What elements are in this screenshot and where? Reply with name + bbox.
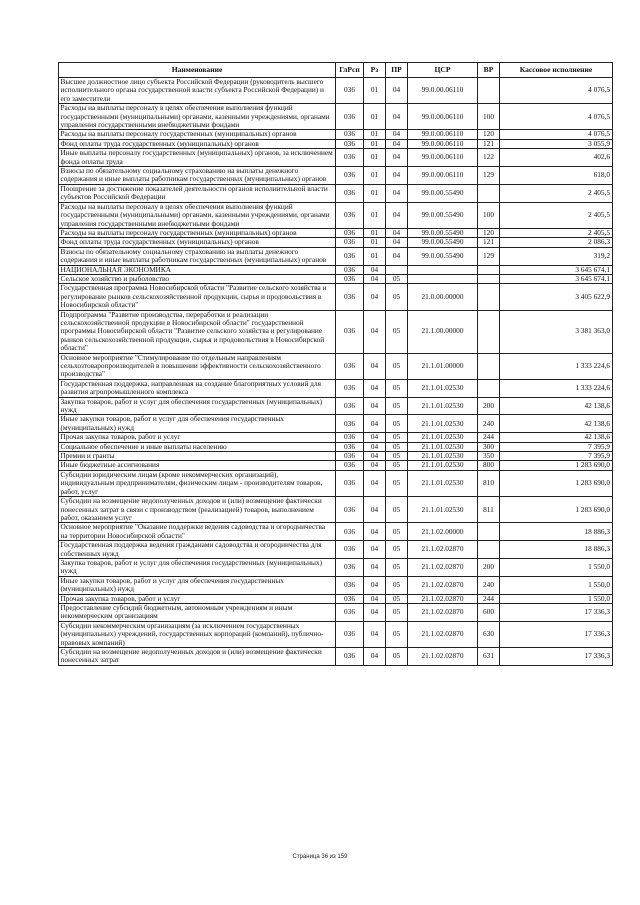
cell-pr: 04 <box>386 228 408 237</box>
cell-glrsp: 036 <box>336 470 364 496</box>
cell-name: Закупка товаров, работ и услуг для обеспечения государственных (муниципальных) нужд <box>59 397 336 415</box>
table-row <box>59 310 613 353</box>
header-csr: ЦСР <box>408 63 478 78</box>
cell-pr: 05 <box>386 452 408 461</box>
header-glrsp: ГлРсп <box>336 63 364 78</box>
table-row <box>59 379 613 397</box>
cell-vr <box>478 523 500 541</box>
cell-rz: 01 <box>364 104 386 130</box>
cell-rz: 04 <box>364 379 386 397</box>
cell-name: Субсидии на возмещение недополученных доходов и (или) возмещение фактически понесенных затрат в связи с производством (реализацией) товаров, выполнением работ, оказанием услуг <box>59 497 336 523</box>
cell-rz: 04 <box>364 452 386 461</box>
cell-rz: 04 <box>364 497 386 523</box>
cell-rz: 04 <box>364 397 386 415</box>
table-row <box>59 576 613 594</box>
cell-csr: 21.1.02.02870 <box>408 576 478 594</box>
cell-name: Фонд оплаты труда государственных (муниципальных) органов <box>59 238 336 247</box>
cell-pr: 05 <box>386 415 408 433</box>
cell-name: Взносы по обязательному социальному страхованию на выплаты денежного содержания и иные выплаты работникам государственных (муниципальных) органов <box>59 247 336 265</box>
cell-glrsp: 036 <box>336 202 364 228</box>
cell-vr: 600 <box>478 603 500 621</box>
cell-cash-execution: 2 405,5 <box>500 228 613 237</box>
cell-rz: 04 <box>364 310 386 353</box>
cell-cash-execution: 7 395,9 <box>500 442 613 451</box>
cell-pr: 05 <box>386 497 408 523</box>
cell-cash-execution: 3 405 622,9 <box>500 284 613 310</box>
cell-cash-execution: 18 886,3 <box>500 541 613 559</box>
cell-cash-execution: 2 086,3 <box>500 238 613 247</box>
cell-rz: 04 <box>364 648 386 666</box>
cell-cash-execution: 42 138,6 <box>500 397 613 415</box>
cell-pr: 05 <box>386 274 408 283</box>
table-row <box>59 541 613 559</box>
cell-rz: 04 <box>364 603 386 621</box>
cell-name: Государственная поддержка, направленная на создание благоприятных условий для развития агропромышленного комплекса <box>59 379 336 397</box>
cell-name: Субсидии некоммерческим организациям (за исключением государственных (муниципальных) учреждений, государственных корпораций (компаний), публично-правовых компаний) <box>59 621 336 647</box>
budget-table-page <box>58 62 612 666</box>
cell-csr: 21.0.00.00000 <box>408 284 478 310</box>
cell-glrsp: 036 <box>336 523 364 541</box>
cell-rz: 01 <box>364 228 386 237</box>
cell-glrsp: 036 <box>336 621 364 647</box>
cell-csr: 21.1.02.02870 <box>408 541 478 559</box>
cell-glrsp: 036 <box>336 497 364 523</box>
cell-glrsp: 036 <box>336 247 364 265</box>
header-pr: ПР <box>386 63 408 78</box>
cell-csr: 21.1.02.02870 <box>408 594 478 603</box>
cell-rz: 04 <box>364 274 386 283</box>
cell-pr: 05 <box>386 379 408 397</box>
cell-pr: 05 <box>386 442 408 451</box>
cell-cash-execution: 1 333 224,6 <box>500 353 613 379</box>
cell-rz: 04 <box>364 353 386 379</box>
cell-cash-execution: 3 381 363,0 <box>500 310 613 353</box>
cell-name: Прочая закупка товаров, работ и услуг <box>59 594 336 603</box>
cell-cash-execution: 4 076,5 <box>500 78 613 104</box>
cell-csr: 99.0.00.06110 <box>408 104 478 130</box>
cell-pr: 05 <box>386 310 408 353</box>
cell-cash-execution: 2 405,5 <box>500 202 613 228</box>
header-vr: ВР <box>478 63 500 78</box>
cell-rz: 04 <box>364 523 386 541</box>
cell-rz: 01 <box>364 139 386 148</box>
cell-vr: 811 <box>478 497 500 523</box>
cell-name: Фонд оплаты труда государственных (муниципальных) органов <box>59 139 336 148</box>
cell-csr: 21.1.01.02530 <box>408 397 478 415</box>
cell-rz: 01 <box>364 149 386 167</box>
cell-pr: 04 <box>386 78 408 104</box>
cell-name: Иные бюджетные ассигнования <box>59 461 336 470</box>
cell-glrsp: 036 <box>336 415 364 433</box>
cell-cash-execution: 1 550,0 <box>500 558 613 576</box>
cell-pr: 04 <box>386 238 408 247</box>
budget-table <box>58 62 613 666</box>
cell-pr: 05 <box>386 397 408 415</box>
cell-name: Основное мероприятие "Оказание поддержки ведения садоводства и огородничества на территории Новосибирской области" <box>59 523 336 541</box>
cell-cash-execution: 17 336,3 <box>500 621 613 647</box>
cell-glrsp: 036 <box>336 461 364 470</box>
cell-pr: 04 <box>386 139 408 148</box>
cell-csr: 99.0.00.55490 <box>408 247 478 265</box>
cell-glrsp: 036 <box>336 139 364 148</box>
cell-rz: 04 <box>364 415 386 433</box>
cell-csr: 21.1.01.02530 <box>408 379 478 397</box>
cell-csr: 21.1.02.02870 <box>408 621 478 647</box>
cell-pr: 05 <box>386 594 408 603</box>
cell-csr: 21.1.01.02530 <box>408 415 478 433</box>
cell-vr: 200 <box>478 397 500 415</box>
cell-vr: 121 <box>478 139 500 148</box>
table-row <box>59 78 613 104</box>
cell-vr: 240 <box>478 415 500 433</box>
cell-rz: 04 <box>364 470 386 496</box>
cell-cash-execution: 7 395,9 <box>500 452 613 461</box>
table-row <box>59 497 613 523</box>
cell-csr <box>408 274 478 283</box>
cell-rz: 04 <box>364 541 386 559</box>
cell-name: Иные закупки товаров, работ и услуг для обеспечения государственных (муниципальных) нужд <box>59 415 336 433</box>
cell-glrsp: 036 <box>336 149 364 167</box>
table-row <box>59 648 613 666</box>
cell-rz: 04 <box>364 621 386 647</box>
cell-name: Расходы на выплаты персоналу государственных (муниципальных) органов <box>59 130 336 139</box>
cell-csr: 21.1.01.02530 <box>408 442 478 451</box>
cell-vr: 122 <box>478 149 500 167</box>
cell-pr: 05 <box>386 558 408 576</box>
cell-csr: 21.1.02.02870 <box>408 603 478 621</box>
cell-name: Социальное обеспечение и иные выплаты населению <box>59 442 336 451</box>
cell-name: Иные выплаты персоналу государственных (муниципальных) органов, за исключением фонда оплаты труда <box>59 149 336 167</box>
cell-pr: 05 <box>386 470 408 496</box>
cell-vr: 800 <box>478 461 500 470</box>
cell-cash-execution: 402,6 <box>500 149 613 167</box>
cell-vr <box>478 274 500 283</box>
cell-cash-execution: 4 076,5 <box>500 104 613 130</box>
cell-cash-execution: 2 405,5 <box>500 184 613 202</box>
cell-vr: 350 <box>478 452 500 461</box>
cell-pr: 05 <box>386 353 408 379</box>
cell-glrsp: 036 <box>336 130 364 139</box>
cell-name: Прочая закупка товаров, работ и услуг <box>59 433 336 442</box>
cell-cash-execution: 17 336,3 <box>500 603 613 621</box>
cell-vr: 240 <box>478 576 500 594</box>
table-row <box>59 167 613 185</box>
cell-csr <box>408 265 478 274</box>
cell-rz: 01 <box>364 78 386 104</box>
cell-rz: 01 <box>364 130 386 139</box>
cell-vr <box>478 265 500 274</box>
page-footer: Страница 36 из 159 <box>292 854 348 860</box>
cell-pr: 05 <box>386 603 408 621</box>
cell-glrsp: 036 <box>336 452 364 461</box>
cell-vr: 244 <box>478 594 500 603</box>
cell-vr: 100 <box>478 104 500 130</box>
cell-name: Субсидии на возмещение недополученных доходов и (или) возмещение фактически понесенных затрат <box>59 648 336 666</box>
cell-name: Государственная программа Новосибирской области "Развитие сельского хозяйства и регулирование рынков сельскохозяйственной продукции, сырья и продовольствия в Новосибирской области" <box>59 284 336 310</box>
cell-glrsp: 036 <box>336 594 364 603</box>
cell-vr: 100 <box>478 202 500 228</box>
cell-vr: 120 <box>478 130 500 139</box>
table-row <box>59 353 613 379</box>
cell-csr: 99.0.00.55490 <box>408 238 478 247</box>
cell-rz: 01 <box>364 184 386 202</box>
cell-glrsp: 036 <box>336 442 364 451</box>
table-row <box>59 104 613 130</box>
cell-name: Сельское хозяйство и рыболовство <box>59 274 336 283</box>
cell-csr: 21.1.02.02870 <box>408 558 478 576</box>
cell-rz: 04 <box>364 442 386 451</box>
cell-csr: 21.1.01.02530 <box>408 461 478 470</box>
cell-vr <box>478 379 500 397</box>
header-cash-execution: Кассовое исполнение <box>500 63 613 78</box>
table-row <box>59 558 613 576</box>
cell-csr: 99.0.00.55490 <box>408 184 478 202</box>
cell-vr: 631 <box>478 648 500 666</box>
cell-vr: 121 <box>478 238 500 247</box>
cell-name: Подпрограмма "Развитие производства, переработки и реализации сельскохозяйственной продукции в Новосибирской области" государственной программы Новосибирской области "Развитие сельского хозяйства и регулирование рынков сельскохозяйственной продукции, сырья и продовольствия в Новосибирской области" <box>59 310 336 353</box>
cell-rz: 04 <box>364 284 386 310</box>
table-row <box>59 184 613 202</box>
cell-csr: 21.1.01.00000 <box>408 353 478 379</box>
cell-vr <box>478 184 500 202</box>
cell-cash-execution: 1 333 224,6 <box>500 379 613 397</box>
cell-vr: 810 <box>478 470 500 496</box>
table-row <box>59 415 613 433</box>
cell-glrsp: 036 <box>336 274 364 283</box>
table-row <box>59 247 613 265</box>
cell-rz: 01 <box>364 238 386 247</box>
cell-glrsp: 036 <box>336 310 364 353</box>
cell-cash-execution: 3 055,9 <box>500 139 613 148</box>
cell-cash-execution: 319,2 <box>500 247 613 265</box>
cell-csr: 21.1.01.02530 <box>408 433 478 442</box>
cell-name: Предоставление субсидий бюджетным, автономным учреждениям и иным некоммерческим организациям <box>59 603 336 621</box>
cell-glrsp: 036 <box>336 265 364 274</box>
cell-name: Закупка товаров, работ и услуг для обеспечения государственных (муниципальных) нужд <box>59 558 336 576</box>
cell-pr: 05 <box>386 621 408 647</box>
table-row <box>59 470 613 496</box>
cell-glrsp: 036 <box>336 284 364 310</box>
table-row <box>59 238 613 247</box>
header-name: Наименование <box>59 63 336 78</box>
cell-cash-execution: 1 283 690,0 <box>500 470 613 496</box>
cell-csr: 21.1.01.02530 <box>408 452 478 461</box>
cell-glrsp: 036 <box>336 433 364 442</box>
cell-name: Субсидии юридическим лицам (кроме некоммерческих организаций), индивидуальным предпринимателям, физическим лицам - производителям товаров, работ, услуг <box>59 470 336 496</box>
cell-cash-execution: 18 886,3 <box>500 523 613 541</box>
cell-rz: 04 <box>364 576 386 594</box>
cell-name: Высшее должностное лицо субъекта Российской Федерации (руководитель высшего исполнительного органа государственной власти субъекта Российской Федерации) и его заместители <box>59 78 336 104</box>
cell-vr: 120 <box>478 228 500 237</box>
table-row <box>59 603 613 621</box>
cell-cash-execution: 17 336,3 <box>500 648 613 666</box>
header-rz: Рз <box>364 63 386 78</box>
cell-csr: 21.1.02.00000 <box>408 523 478 541</box>
table-row <box>59 397 613 415</box>
cell-rz: 04 <box>364 461 386 470</box>
cell-pr: 05 <box>386 541 408 559</box>
cell-name: Расходы на выплаты персоналу в целях обеспечения выполнения функций государственными (муниципальными) органами, казенными учреждениями, органами управления государственными внебюджетными фондами <box>59 104 336 130</box>
cell-pr: 05 <box>386 523 408 541</box>
cell-name: Иные закупки товаров, работ и услуг для обеспечения государственных (муниципальных) нужд <box>59 576 336 594</box>
cell-vr: 244 <box>478 433 500 442</box>
cell-glrsp: 036 <box>336 397 364 415</box>
cell-rz: 01 <box>364 247 386 265</box>
cell-pr: 04 <box>386 202 408 228</box>
cell-vr: 129 <box>478 167 500 185</box>
cell-rz: 04 <box>364 265 386 274</box>
table-row <box>59 523 613 541</box>
cell-glrsp: 036 <box>336 78 364 104</box>
cell-glrsp: 036 <box>336 648 364 666</box>
cell-pr: 04 <box>386 149 408 167</box>
cell-glrsp: 036 <box>336 541 364 559</box>
table-row <box>59 284 613 310</box>
cell-pr: 05 <box>386 576 408 594</box>
cell-vr: 300 <box>478 442 500 451</box>
cell-pr: 05 <box>386 461 408 470</box>
cell-name: НАЦИОНАЛЬНАЯ ЭКОНОМИКА <box>59 265 336 274</box>
cell-cash-execution: 4 076,5 <box>500 130 613 139</box>
table-row <box>59 202 613 228</box>
cell-pr: 04 <box>386 130 408 139</box>
cell-cash-execution: 1 283 690,0 <box>500 497 613 523</box>
cell-csr: 21.1.01.02530 <box>408 497 478 523</box>
cell-csr: 21.1.01.02530 <box>408 470 478 496</box>
cell-vr: 630 <box>478 621 500 647</box>
cell-glrsp: 036 <box>336 104 364 130</box>
cell-name: Основное мероприятие "Стимулирование по отдельным направлениям сельхозтоваропроизводителей в повышении эффективности сельскохозяйственного производства" <box>59 353 336 379</box>
cell-pr: 05 <box>386 648 408 666</box>
cell-cash-execution: 1 550,0 <box>500 594 613 603</box>
cell-cash-execution: 1 283 690,0 <box>500 461 613 470</box>
cell-vr <box>478 310 500 353</box>
cell-glrsp: 036 <box>336 379 364 397</box>
cell-vr <box>478 353 500 379</box>
cell-pr: 04 <box>386 184 408 202</box>
cell-rz: 04 <box>364 594 386 603</box>
cell-cash-execution: 1 550,0 <box>500 576 613 594</box>
cell-csr: 99.0.00.55490 <box>408 202 478 228</box>
cell-name: Расходы на выплаты персоналу в целях обеспечения выполнения функций государственными (муниципальными) органами, казенными учреждениями, органами управления государственными внебюджетными фондами <box>59 202 336 228</box>
cell-rz: 04 <box>364 558 386 576</box>
table-body <box>59 78 613 666</box>
cell-pr: 04 <box>386 104 408 130</box>
cell-pr: 05 <box>386 433 408 442</box>
table-row <box>59 130 613 139</box>
cell-glrsp: 036 <box>336 353 364 379</box>
cell-vr: 200 <box>478 558 500 576</box>
cell-pr: 04 <box>386 167 408 185</box>
cell-csr: 21.1.02.02870 <box>408 648 478 666</box>
table-row <box>59 149 613 167</box>
cell-cash-execution: 3 645 674,1 <box>500 274 613 283</box>
cell-glrsp: 036 <box>336 603 364 621</box>
cell-vr <box>478 284 500 310</box>
cell-csr: 21.1.00.00000 <box>408 310 478 353</box>
cell-glrsp: 036 <box>336 184 364 202</box>
table-header-row <box>59 63 613 78</box>
cell-name: Премии и гранты <box>59 452 336 461</box>
cell-csr: 99.0.00.55490 <box>408 228 478 237</box>
table-row <box>59 442 613 451</box>
cell-cash-execution: 618,0 <box>500 167 613 185</box>
cell-csr: 99.0.00.06110 <box>408 167 478 185</box>
cell-vr <box>478 78 500 104</box>
table-row <box>59 621 613 647</box>
cell-csr: 99.0.00.06110 <box>408 139 478 148</box>
cell-cash-execution: 42 138,6 <box>500 433 613 442</box>
cell-csr: 99.0.00.06110 <box>408 78 478 104</box>
cell-rz: 01 <box>364 202 386 228</box>
cell-cash-execution: 3 645 674,1 <box>500 265 613 274</box>
cell-glrsp: 036 <box>336 576 364 594</box>
cell-name: Поощрение за достижение показателей деятельности органов исполнительной власти субъектов Российской Федерации <box>59 184 336 202</box>
table-row <box>59 433 613 442</box>
cell-rz: 04 <box>364 433 386 442</box>
cell-vr: 129 <box>478 247 500 265</box>
cell-vr <box>478 541 500 559</box>
cell-csr: 99.0.00.06110 <box>408 130 478 139</box>
table-row <box>59 461 613 470</box>
cell-csr: 99.0.00.06110 <box>408 149 478 167</box>
cell-glrsp: 036 <box>336 167 364 185</box>
cell-pr: 05 <box>386 284 408 310</box>
cell-glrsp: 036 <box>336 558 364 576</box>
cell-glrsp: 036 <box>336 228 364 237</box>
cell-name: Взносы по обязательному социальному страхованию на выплаты денежного содержания и иные выплаты работникам государственных (муниципальных) органов <box>59 167 336 185</box>
cell-pr: 04 <box>386 247 408 265</box>
cell-rz: 01 <box>364 167 386 185</box>
cell-name: Расходы на выплаты персоналу государственных (муниципальных) органов <box>59 228 336 237</box>
cell-cash-execution: 42 138,6 <box>500 415 613 433</box>
cell-name: Государственная поддержка ведения гражданами садоводства и огородничества для собственных нужд <box>59 541 336 559</box>
cell-glrsp: 036 <box>336 238 364 247</box>
